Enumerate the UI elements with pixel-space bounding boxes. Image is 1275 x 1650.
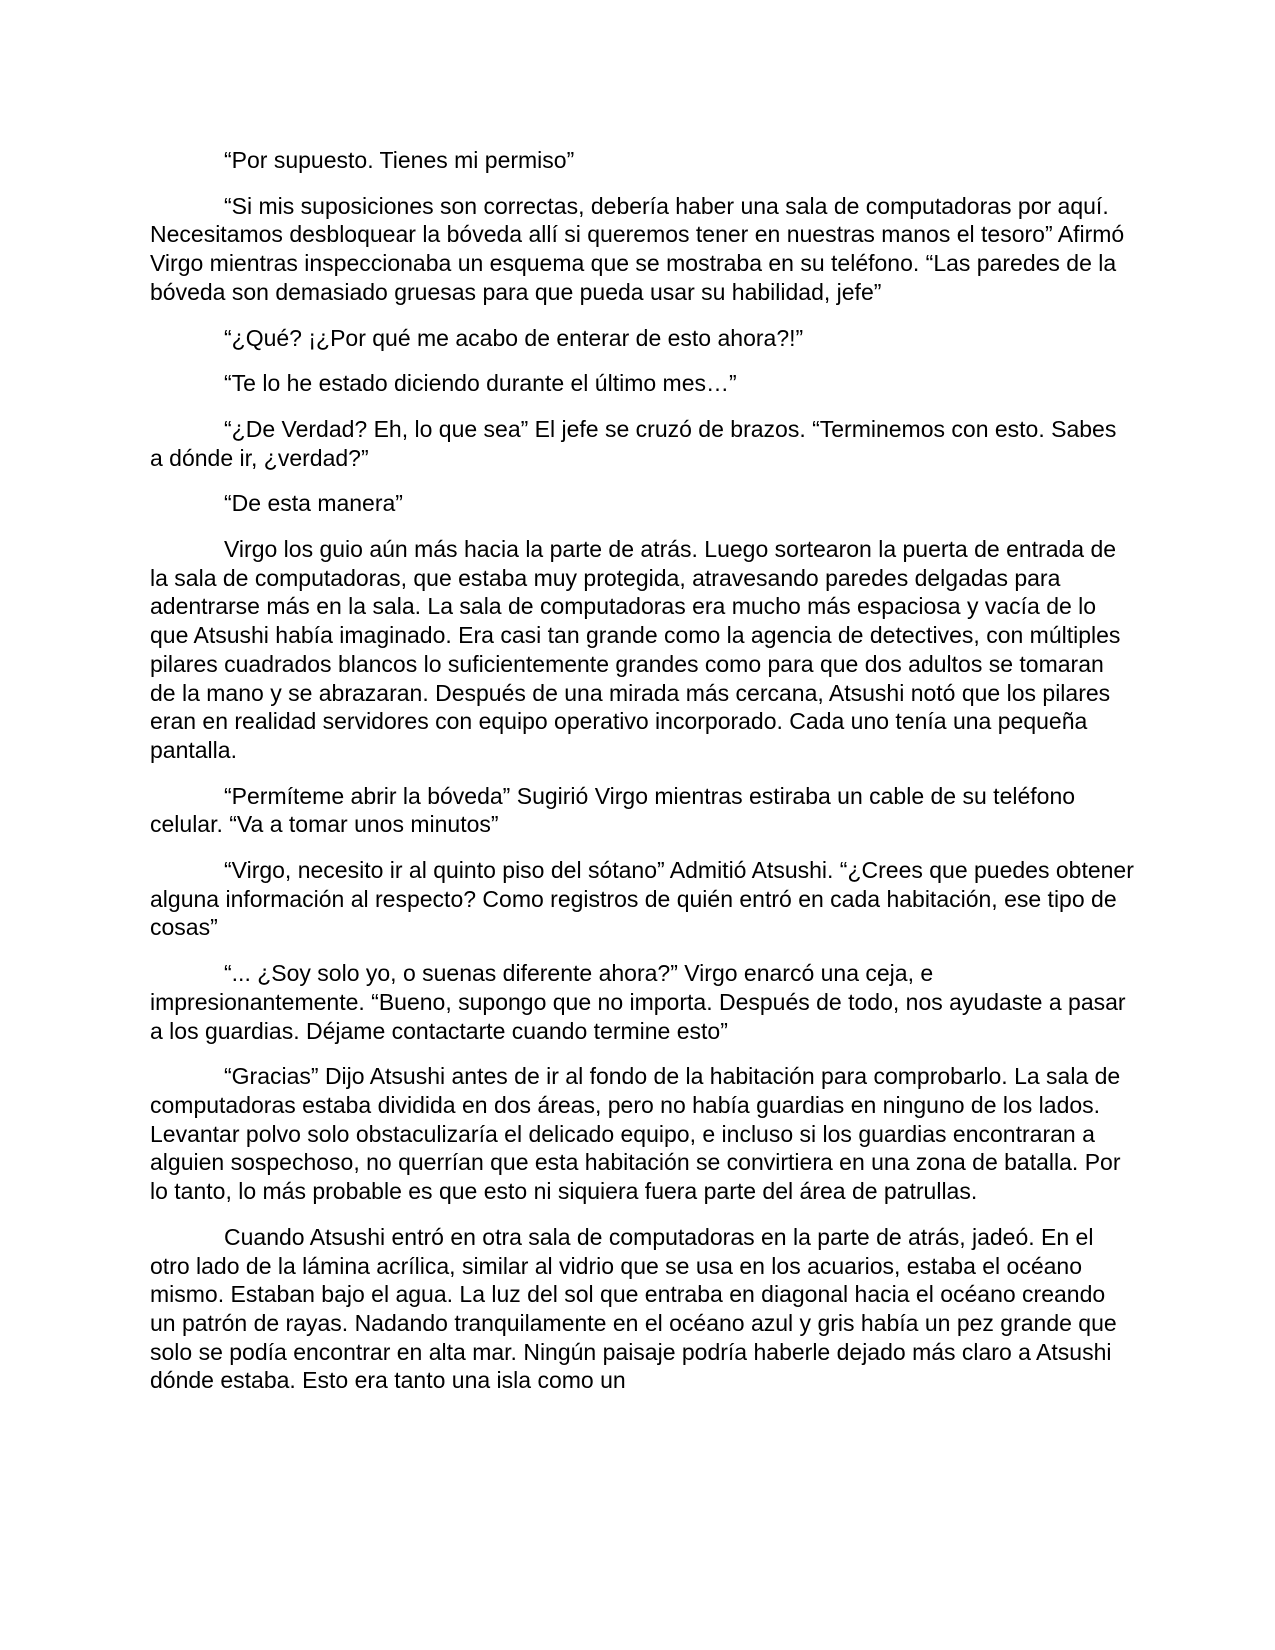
document-page	[150, 146, 1135, 1412]
paragraph: “¿Qué? ¡¿Por qué me acabo de enterar de esto ahora?!”	[224, 324, 804, 351]
paragraph: “... ¿Soy solo yo, o suenas diferente ahora?” Virgo enarcó una ceja, e impresionantemente. “Bueno, supongo que no importa. Después de todo, nos ayudaste a pasar a los guardias. Déjame contactarte cuando termine esto”	[150, 960, 1126, 1044]
paragraph: “Virgo, necesito ir al quinto piso del sótano” Admitió Atsushi. “¿Crees que puedes obtener alguna información al respecto? Como registros de quién entró en cada habitación, ese tipo de cosas”	[150, 857, 1134, 941]
paragraph: “Por supuesto. Tienes mi permiso”	[224, 147, 575, 173]
paragraph: Virgo los guio aún más hacia la parte de atrás. Luego sortearon la puerta de entrada de la sala de computadoras, que estaba muy protegida, atravesando paredes delgadas para adentrarse más en la sala. La sala de computadoras era mucho más espaciosa y vacía de lo que Atsushi había imaginado. Era casi tan grande como la agencia de detectives, con múltiples pilares cuadrados blancos lo suficientemente grandes como para que dos adultos se tomaran de la mano y se abrazaran. Después de una mirada más cercana, Atsushi notó que los pilares eran en realidad servidores con equipo operativo incorporado. Cada uno tenía una pequeña pantalla.	[150, 536, 1121, 763]
paragraph: Cuando Atsushi entró en otra sala de computadoras en la parte de atrás, jadeó. En el otro lado de la lámina acrílica, similar al vidrio que se usa en los acuarios, estaba el océano mismo. Estaban bajo el agua. La luz del sol que entraba en diagonal hacia el océano creando un patrón de rayas. Nadando tranquilamente en el océano azul y gris había un pez grande que solo se podía encontrar en alta mar. Ningún paisaje podría haberle dejado más claro a Atsushi dónde estaba. Esto era tanto una isla como un	[150, 1223, 1117, 1394]
paragraph: “Gracias” Dijo Atsushi antes de ir al fondo de la habitación para comprobarlo. La sala de computadoras estaba dividida en dos áreas, pero no había guardias en ninguno de los lados. Levantar polvo solo obstaculizaría el delicado equipo, e incluso si los guardias encontraran a alguien sospechoso, no querrían que esta habitación se convirtiera en una zona de batalla. Por lo tanto, lo más probable es que esto ni siquiera fuera parte del área de patrullas.	[150, 1063, 1121, 1205]
paragraph: “Si mis suposiciones son correctas, debería haber una sala de computadoras por aquí. Necesitamos desbloquear la bóveda allí si queremos tener en nuestras manos el tesoro” Afirmó Virgo mientras inspeccionaba un esquema que se mostraba en su teléfono. “Las paredes de la bóveda son demasiado gruesas para que pueda usar su habilidad, jefe”	[150, 192, 1125, 305]
paragraph: “Te lo he estado diciendo durante el último mes…”	[224, 370, 737, 397]
paragraph: “¿De Verdad? Eh, lo que sea” El jefe se cruzó de brazos. “Terminemos con esto. Sabes a dónde ir, ¿verdad?”	[150, 415, 1117, 471]
paragraph: “De esta manera”	[224, 490, 403, 517]
paragraph: “Permíteme abrir la bóveda” Sugirió Virgo mientras estiraba un cable de su teléfono celular. “Va a tomar unos minutos”	[150, 782, 1076, 838]
